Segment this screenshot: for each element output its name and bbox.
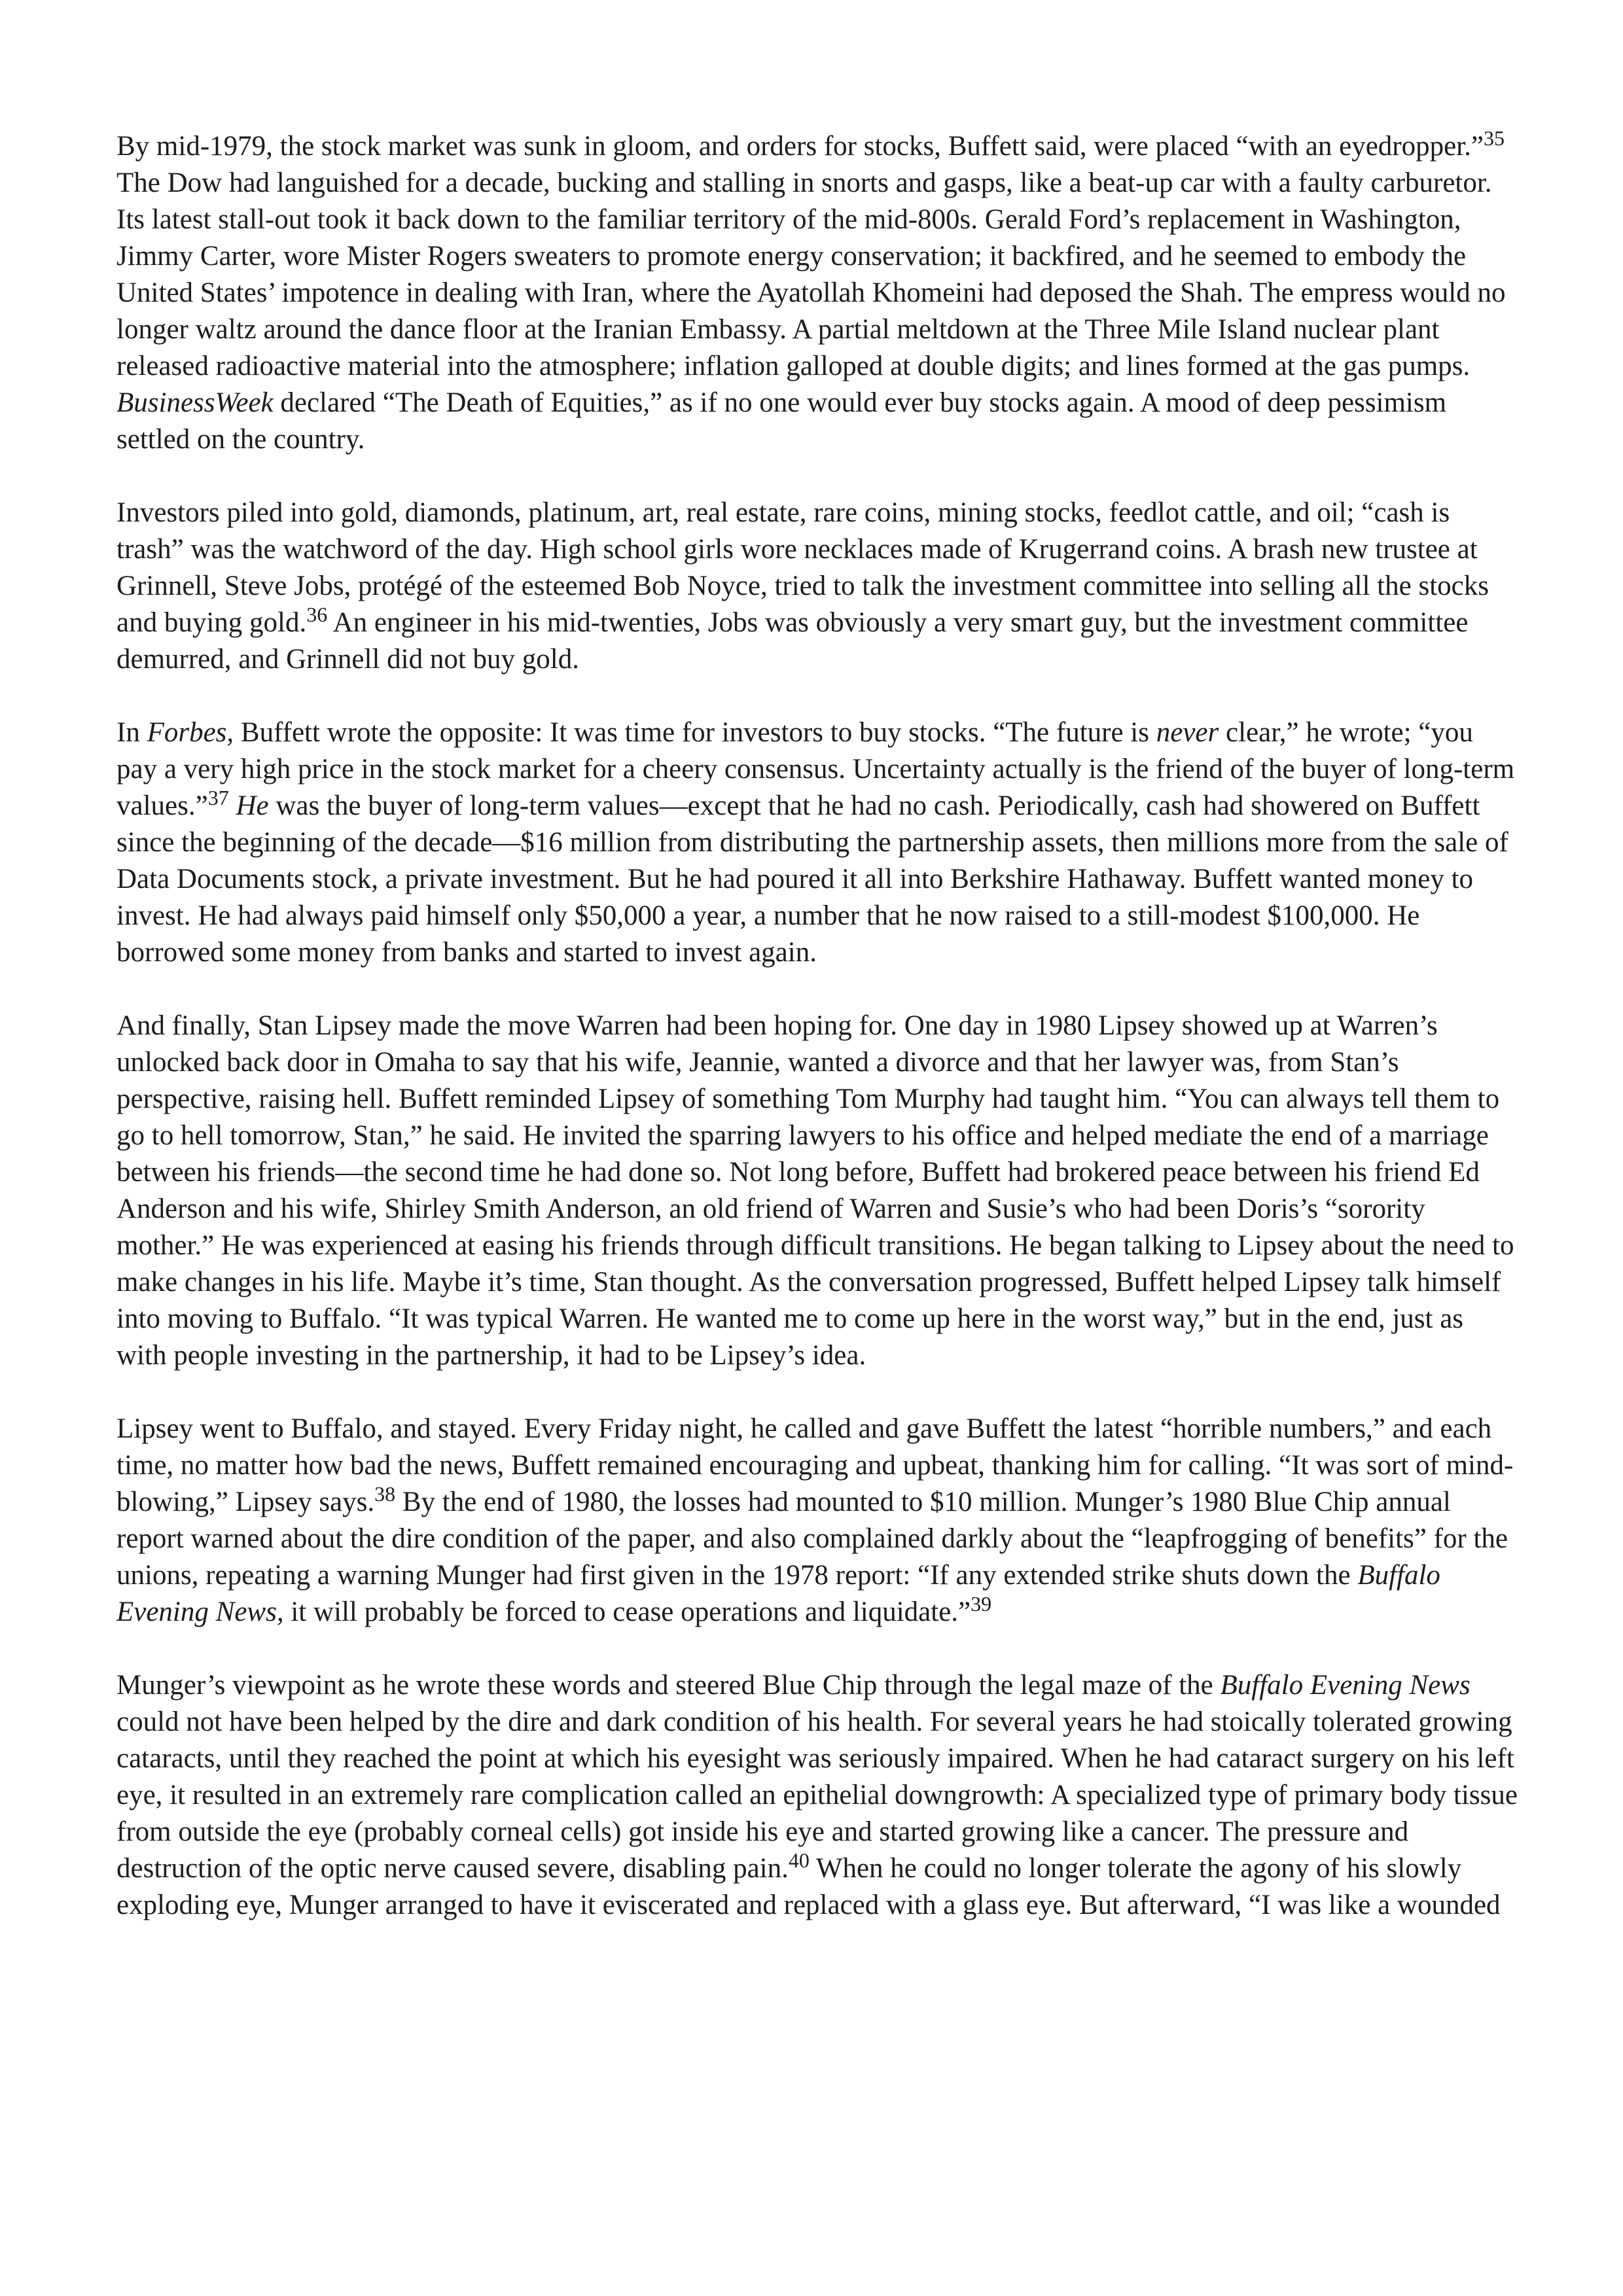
text-run: By mid-1979, the stock market was sunk in gloom, and orders for stocks, Buffett said, were placed “with an eyedropper.” xyxy=(116,131,1484,162)
paragraph-3 xyxy=(116,715,1520,971)
text-run xyxy=(229,790,236,821)
paragraph-4 xyxy=(116,1008,1520,1374)
text-run: could not have been helped by the dire and dark condition of his health. For several years he had stoically tolerated growing cataracts, until they reached the point at which his eyesight was seriously impaired. When he had cataract surgery on his left eye, it resulted in an extremely rare complication called an epithelial downgrowth: A specialized type of primary body tissue from outside the eye (probably corneal cells) got inside his eye and started growing like a cancer. The pressure and destruction of the optic nerve caused severe, disabling pain. xyxy=(116,1706,1518,1884)
footnote-ref-35: 35 xyxy=(1483,126,1505,150)
paragraph-5 xyxy=(116,1411,1520,1631)
text-run: The Dow had languished for a decade, bucking and stalling in snorts and gasps, like a beat-up car with a faulty carburetor. Its latest stall-out took it back down to the familiar territory of the mid-800s. Gerald Ford’s replacement in Washington, Jimmy Carter, wore Mister Rogers sweaters to promote energy conservation; it backfired, and he seemed to embody the United States’ impotence in dealing with Iran, where the Ayatollah Khomeini had deposed the Shah. The empress would no longer waltz around the dance floor at the Iranian Embassy. A partial meltdown at the Three Mile Island nuclear plant released radioactive material into the atmosphere; inflation galloped at double digits; and lines formed at the gas pumps. xyxy=(116,168,1506,381)
text-run: In xyxy=(116,717,147,748)
publication-title: Forbes, xyxy=(147,717,234,748)
publication-title: Buffalo Evening News, xyxy=(116,1560,1440,1627)
footnote-ref-38: 38 xyxy=(374,1482,396,1506)
paragraph-6 xyxy=(116,1667,1520,1924)
text-run: By the end of 1980, the losses had mounted to $10 million. Munger’s 1980 Blue Chip annual report warned about the dire condition of the paper, and also complained darkly about the “leapfrogging of benefits” for the unions, repeating a warning Munger had first given in the 1978 report: “If any extended strike shuts down the xyxy=(116,1487,1508,1591)
publication-title: Buffalo Evening News xyxy=(1220,1670,1471,1701)
text-run: An engineer in his mid-twenties, Jobs was obviously a very smart guy, but the investment committee demurred, and Grinnell did not buy gold. xyxy=(116,607,1469,675)
text-run: And finally, Stan Lipsey made the move Warren had been hoping for. One day in 1980 Lipsey showed up at Warren’s unlocked back door in Omaha to say that his wife, Jeannie, wanted a divorce and that her lawyer was, from Stan’s perspective, raising hell. Buffett reminded Lipsey of something Tom Murphy had taught him. “You can always tell them to go to hell tomorrow, Stan,” he said. He invited the sparring lawyers to his office and helped mediate the end of a marriage between his friends—the second time he had done so. Not long before, Buffett had brokered peace between his friend Ed Anderson and his wife, Shirley Smith Anderson, an old friend of Warren and Susie’s who had been Doris’s “sorority mother.” He was experienced at easing his friends through difficult transitions. He began talking to Lipsey about the need to make changes in his life. Maybe it’s time, Stan thought. As the conversation progressed, Buffett helped Lipsey talk himself into moving to Buffalo. “It was typical Warren. He wanted me to come up here in the worst way,” but in the end, just as with people investing in the partnership, it had to be Lipsey’s idea. xyxy=(116,1010,1514,1371)
footnote-ref-40: 40 xyxy=(788,1848,810,1872)
text-run: it will probably be forced to cease operations and liquidate.” xyxy=(283,1597,971,1627)
text-run: When he could no longer tolerate the agony of his slowly exploding eye, Munger arranged to have it eviscerated and replaced with a glass eye. But afterward, “I was like a wounded xyxy=(116,1853,1501,1920)
text-run: declared “The Death of Equities,” as if no one would ever buy stocks again. A mood of deep pessimism settled on the country. xyxy=(116,387,1447,455)
publication-title: BusinessWeek xyxy=(116,387,274,418)
text-run: was the buyer of long-term values—except that he had no cash. Periodically, cash had showered on Buffett since the beginning of the decade—$16 million from distributing the partnership assets, then millions more from the sale of Data Documents stock, a private investment. But he had poured it all into Berkshire Hathaway. Buffett wanted money to invest. He had always paid himself only $50,000 a year, a number that he now raised to a still-modest $100,000. He borrowed some money from banks and started to invest again. xyxy=(116,790,1508,968)
footnote-ref-36: 36 xyxy=(306,603,328,626)
text-run: Munger’s viewpoint as he wrote these words and steered Blue Chip through the legal maze of the xyxy=(116,1670,1221,1701)
document-page xyxy=(116,128,1520,1924)
text-run: Investors piled into gold, diamonds, platinum, art, real estate, rare coins, mining stocks, feedlot cattle, and oil; “cash is trash” was the watchword of the day. High school girls wore necklaces made of Krugerrand coins. A brash new trustee at Grinnell, Steve Jobs, protégé of the esteemed Bob Noyce, tried to talk the investment committee into selling all the stocks and buying gold. xyxy=(116,497,1489,638)
text-run: Buffett wrote the opposite: It was time for investors to buy stocks. “The future is xyxy=(234,717,1156,748)
text-run: Lipsey went to Buffalo, and stayed. Every Friday night, he called and gave Buffett the latest “horrible numbers,” and each time, no matter how bad the news, Buffett remained encouraging and upbeat, thanking him for calling. “It was sort of mind-blowing,” Lipsey says. xyxy=(116,1413,1514,1517)
footnote-ref-37: 37 xyxy=(207,786,229,809)
emphasis-text: never xyxy=(1156,717,1219,748)
paragraph-1 xyxy=(116,128,1520,458)
footnote-ref-39: 39 xyxy=(971,1592,992,1616)
text-run: clear,” he wrote; “you pay a very high price in the stock market for a cheery consensus. Uncertainty actually is the friend of the buyer of long-term values.” xyxy=(116,717,1515,821)
paragraph-2 xyxy=(116,495,1520,678)
emphasis-text: He xyxy=(236,790,269,821)
